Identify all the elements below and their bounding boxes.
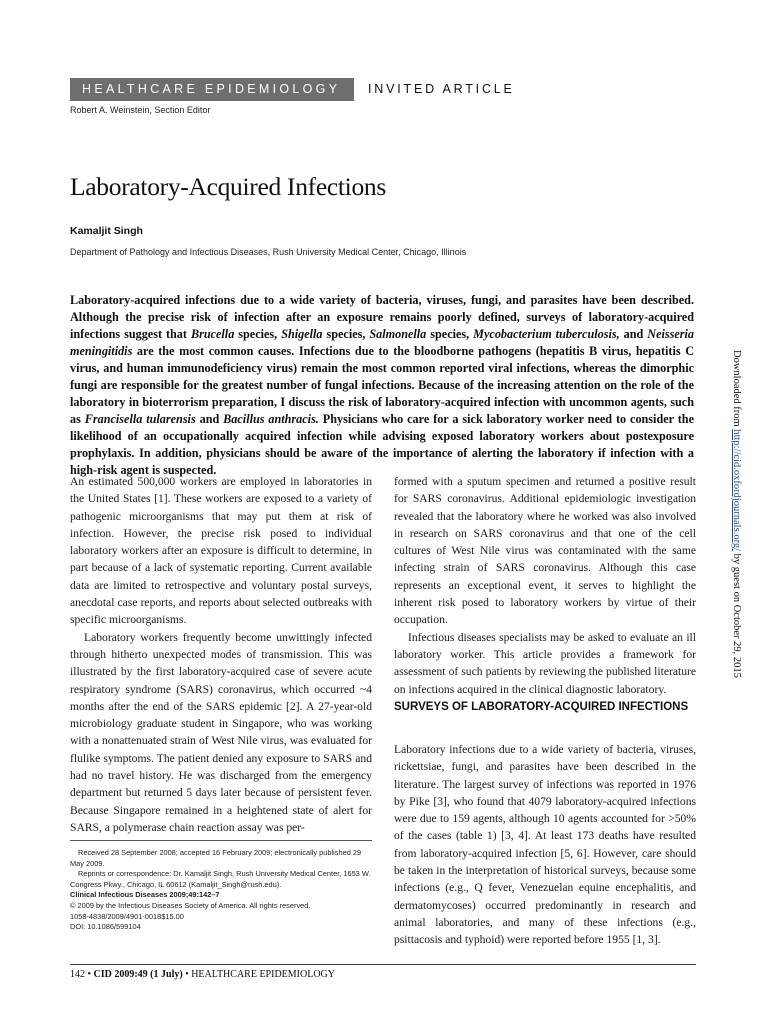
author-affiliation: Department of Pathology and Infectious Diseases, Rush University Medical Center, Chicago, Illinois [70,247,467,257]
abstract-text: are the most common causes. Infections due to the bloodborne pathogens (hepatitis B virus, hepatitis C virus, and human immunodeficiency virus) remain the most common reported viral infections, whereas the dimorphic fungi are responsible for the greatest number of fungal infections. Because of the increasing attention on the role of the laboratory in bioterrorism preparation, I discuss the risk of laboratory-acquired infection with uncommon agents, such as [70,344,694,426]
abstract-text: species, [322,327,370,341]
footnote-divider [70,840,372,841]
article-title: Laboratory-Acquired Infections [70,172,386,201]
abstract-text: species, [234,327,282,341]
footnote-received: Received 28 September 2008; accepted 16 February 2009; electronically published 29 May 2009. [70,848,362,868]
article-type-label: INVITED ARTICLE [368,82,515,96]
download-suffix: by guest on October 29, 2015 [731,551,742,678]
abstract-text: species, [426,327,474,341]
body-paragraph: Laboratory workers frequently become unwittingly infected through hitherto unexpected modes of transmission. This was illustrated by the first laboratory-acquired case of severe acute respiratory syndrome (SARS) coronavirus, which occurred ~4 months after the end of the SARS epidemic [2]. A 27-year-old microbiology graduate student in Singapore, who was working with a nonattenuated strain of West Nile virus, was evaluated for flulike symptoms. The patient denied any exposure to SARS and had no travel history. He was discharged from the emergency department but returned 5 days later because of persistent fever. Because Singapore remained in a heightened state of alert for SARS, a polymerase chain reaction assay was per- [70,630,372,834]
abstract-organism: Neisseria meningitidis [70,327,695,358]
abstract-organism: Mycobacterium tuberculosis, [473,327,620,341]
author-name: Kamaljit Singh [70,225,143,237]
page-footer [70,969,335,980]
footnote-doi: DOI: 10.1086/599104 [70,922,141,932]
section-heading: SURVEYS OF LABORATORY-ACQUIRED INFECTIONS [394,701,689,713]
abstract-organism: Shigella [281,327,323,341]
abstract-organism: Francisella tularensis [84,412,196,426]
footer-separator: • [85,969,94,980]
section-editor: Robert A. Weinstein, Section Editor [70,105,211,115]
abstract [70,292,694,479]
footnotes [70,848,372,933]
body-paragraph: Laboratory infections due to a wide variety of bacteria, viruses, rickettsiae, fungi, and parasites have been described in the literature. The largest survey of infections was reported in 1976 by Pike [3], who found that 4079 laboratory-acquired infections were due to 159 agents, although 10 agents accounted for >50% of the cases (table 1) [3, 4]. At least 173 deaths have resulted from laboratory-acquired infection [5, 6]. However, care should be taken in the interpretation of historical surveys, because some infections (e.g., Q fever, Venezuelan equine encephalitis, and dermatomycoses) occurred predominantly in research and animal laboratories, and many of these infections (e.g., psittacosis and typhoid) were reported before 1955 [1, 3]. [394,743,696,947]
body-paragraph: Infectious diseases specialists may be asked to evaluate an ill laboratory worker. This article provides a framework for assessment of such patients by reviewing the published literature on infections acquired in the clinical diagnostic laboratory. [394,630,696,696]
footer-separator: • [182,969,192,980]
body-paragraph: formed with a sputum specimen and returned a positive result for SARS coronavirus. Additional epidemiologic investigation revealed that the laboratory where he worked was also involved in research on SARS coronavirus and that one of the cell cultures of West Nile virus was contaminated with the same infecting strain of SARS coronavirus. Although this case represents an exceptional event, it serves to highlight the inherent risk posed to laboratory workers by virtue of their occupation. [394,475,696,627]
footer-section: HEALTHCARE EPIDEMIOLOGY [191,969,335,980]
body-column-left [70,473,372,836]
footnote-reprints: Reprints or correspondence: Dr. Kamaljit Singh, Rush University Medical Center, 1653 W. Congress Pkwy., Chicago, IL 60612 (Kamaljit_Singh@rush.edu). [70,869,371,889]
download-link[interactable]: http://cid.oxfordjournals.org/ [731,429,742,552]
page-number: 142 [70,969,85,980]
section-body [394,741,696,949]
section-banner: HEALTHCARE EPIDEMIOLOGY [70,78,354,101]
footer-divider [70,964,696,965]
abstract-organism: Bacillus anthracis. [223,412,319,426]
body-paragraph: An estimated 500,000 workers are employed in laboratories in the United States [1]. These workers are exposed to a variety of pathogenic microorganisms that may put them at risk of infection. However, the precise risk posed to individual laboratory workers after an exposure is difficult to determine, in part because of a lack of systematic reporting. Current available data are limited to retrospective and voluntary postal surveys, anecdotal case reports, and reports about selected outbreaks with specific microorganisms. [70,475,372,627]
footnote-issn: 1058-4838/2009/4901-0018$15.00 [70,911,184,921]
abstract-text: Physicians who care for a sick laboratory worker need to consider the likelihood of an occupationally acquired infection while advising exposed laboratory workers about postexposure prophylaxis. In addition, physicians should be aware of the importance of alerting the laboratory if infection with a high-risk agent is suspected. [70,412,694,477]
body-column-right [394,473,696,698]
download-watermark [731,350,742,678]
footnote-journal: Clinical Infectious Diseases 2009;49:142–7 [70,890,220,900]
footnote-copyright: © 2009 by the Infectious Diseases Society of America. All rights reserved. [70,900,311,910]
abstract-organism: Salmonella [369,327,427,341]
download-prefix: Downloaded from [731,350,742,430]
abstract-text: and [619,327,648,341]
abstract-organism: Brucella [190,327,235,341]
abstract-text: and [195,412,224,426]
journal-citation: CID 2009:49 (1 July) [93,969,183,980]
abstract-text: Laboratory-acquired infections due to a wide variety of bacteria, viruses, fungi, and parasites have been described. Although the precise risk of infection after an exposure remains poorly defined, surveys of laboratory-acquired infections suggest that [70,293,694,341]
